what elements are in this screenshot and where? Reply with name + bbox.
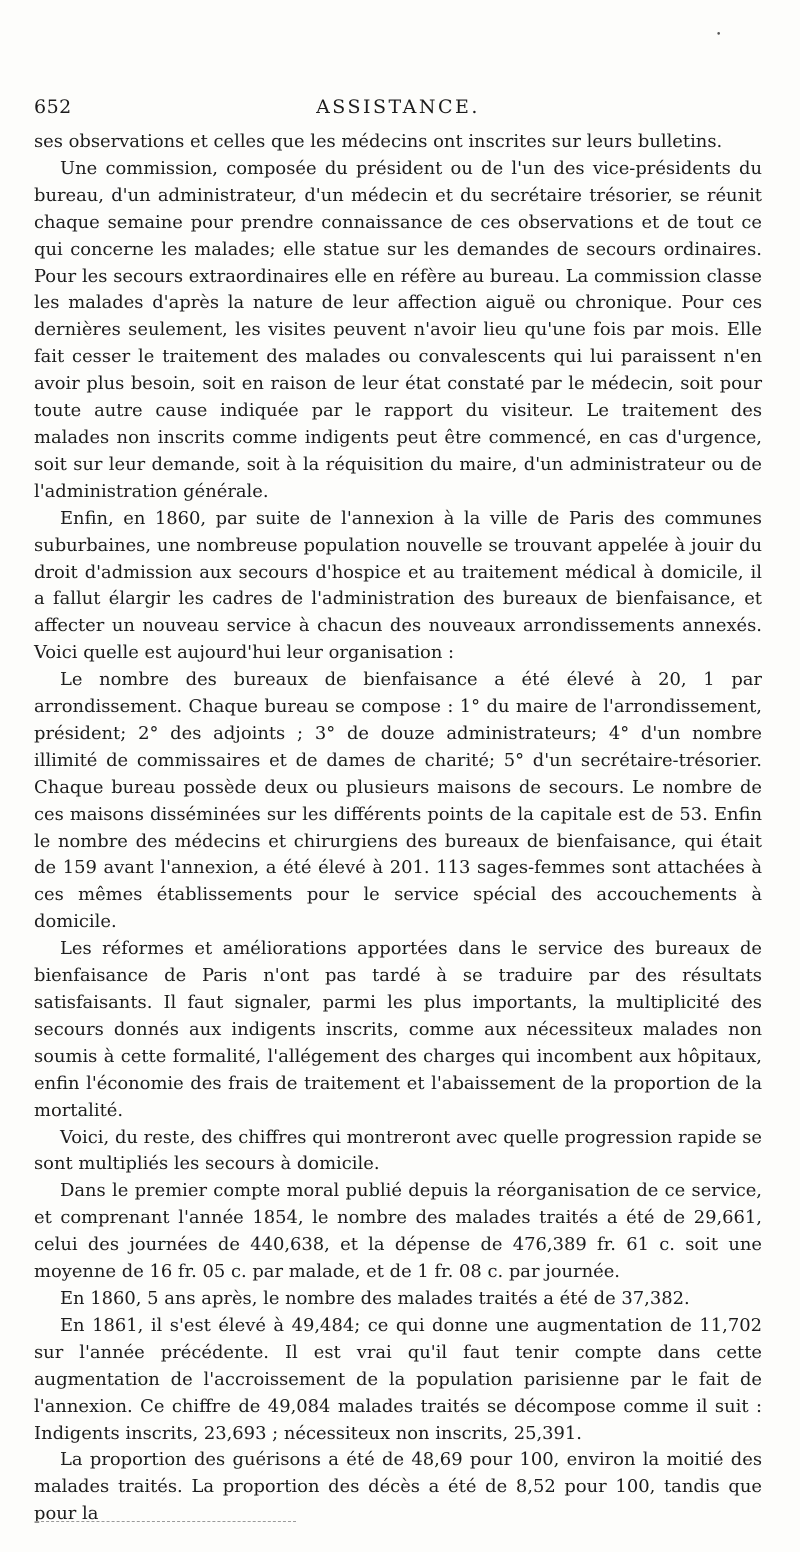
- paragraph-reformes: Les réformes et améliorations apportées dans le service des bureaux de bienfaisance de Paris n'ont pas tardé à se traduire par des résultats satisfaisants. Il faut signaler, parmi les plus importants, la multiplicité des secours donnés aux indigents inscrits, comme aux nécessiteux malades non soumis à cette formalité, l'allégement des charges qui incombent aux hôpitaux, enfin l'économie des frais de traitement et l'abaissement de la proportion de la mortalité.: [34, 938, 762, 1121]
- paragraph-1860: En 1860, 5 ans après, le nombre des malades traités a été de 37,382.: [60, 1287, 690, 1309]
- paragraph-commission: Une commission, composée du président ou de l'un des vice-présidents du bureau, d'un administrateur, d'un médecin et du secrétaire trésorier, se réunit chaque semaine pour prendre connaissance de ces observations et de tout ce qui concerne les malades; elle statue sur les demandes de secours ordinaires. Pour les secours extraordinaires elle en réfère au bureau. La commission classe les malades d'après la nature de leur affection aiguë ou chronique. Pour ces dernières seulement, les visites peuvent n'avoir lieu qu'une fois par mois. Elle fait cesser le traitement des malades ou convalescents qui lui paraissent n'en avoir plus besoin, soit en raison de leur état constaté par le médecin, soit pour toute autre cause indiquée par le rapport du visiteur. Le traitement des malades non inscrits comme indigents peut être commencé, en cas d'urgence, soit sur leur demande, soit à la réquisition du maire, d'un administrateur ou de l'administration générale.: [34, 157, 762, 502]
- paragraph-annexion: Enfin, en 1860, par suite de l'annexion à la ville de Paris des communes suburbaines, une nombreuse population nouvelle se trouvant appelée à jouir du droit d'admission aux secours d'hospice et au traitement médical à domicile, il a fallut élargir les cadres de l'administration des bureaux de bienfaisance, et affecter un nouveau service à chacun des nouveaux arrondissements annexés. Voici quelle est aujourd'hui leur organisation :: [34, 507, 762, 664]
- page-number: 652: [34, 96, 72, 118]
- paragraph-proportion: La proportion des guérisons a été de 48,69 pour 100, environ la moitié des malades traités. La proportion des décès a été de 8,52 pour 100, tandis que pour la: [34, 1449, 762, 1525]
- paragraph-1861: En 1861, il s'est élevé à 49,484; ce qui donne une augmentation de 11,702 sur l'année précédente. Il est vrai qu'il faut tenir compte dans cette augmentation de l'accroissement de la population parisienne par le fait de l'annexion. Ce chiffre de 49,084 malades traités se décompose comme il suit : Indigents inscrits, 23,693 ; nécessiteux non inscrits, 25,391.: [34, 1314, 762, 1444]
- paragraph-chiffres: Voici, du reste, des chiffres qui montreront avec quelle progression rapide se sont multipliés les secours à domicile.: [34, 1126, 762, 1175]
- body-text: [34, 129, 762, 1528]
- paragraph-organisation: Le nombre des bureaux de bienfaisance a été élevé à 20, 1 par arrondissement. Chaque bureau se compose : 1° du maire de l'arrondissement, président; 2° des adjoints ; 3° de douze administrateurs; 4° d'un nombre illimité de commissaires et de dames de charité; 5° d'un secrétaire-trésorier. Chaque bureau possède deux ou plusieurs maisons de secours. Le nombre de ces maisons disséminées sur les différents points de la capitale est de 53. Enfin le nombre des médecins et chirurgiens des bureaux de bienfaisance, qui était de 159 avant l'annexion, a été élevé à 201. 113 sages-femmes sont attachées à ces mêmes établissements pour le service spécial des accouchements à domicile.: [34, 669, 762, 933]
- footer-rule: [36, 1521, 296, 1522]
- running-title: ASSISTANCE.: [316, 96, 480, 118]
- page-header: [34, 96, 762, 126]
- paragraph-continuation: ses observations et celles que les médecins ont inscrites sur leurs bulletins.: [34, 131, 723, 152]
- paragraph-1854: Dans le premier compte moral publié depuis la réorganisation de ce service, et comprenant l'année 1854, le nombre des malades traités a été de 29,661, celui des journées de 440,638, et la dépense de 476,389 fr. 61 c. soit une moyenne de 16 fr. 05 c. par malade, et de 1 fr. 08 c. par journée.: [34, 1180, 762, 1283]
- scan-speck: •: [716, 30, 722, 40]
